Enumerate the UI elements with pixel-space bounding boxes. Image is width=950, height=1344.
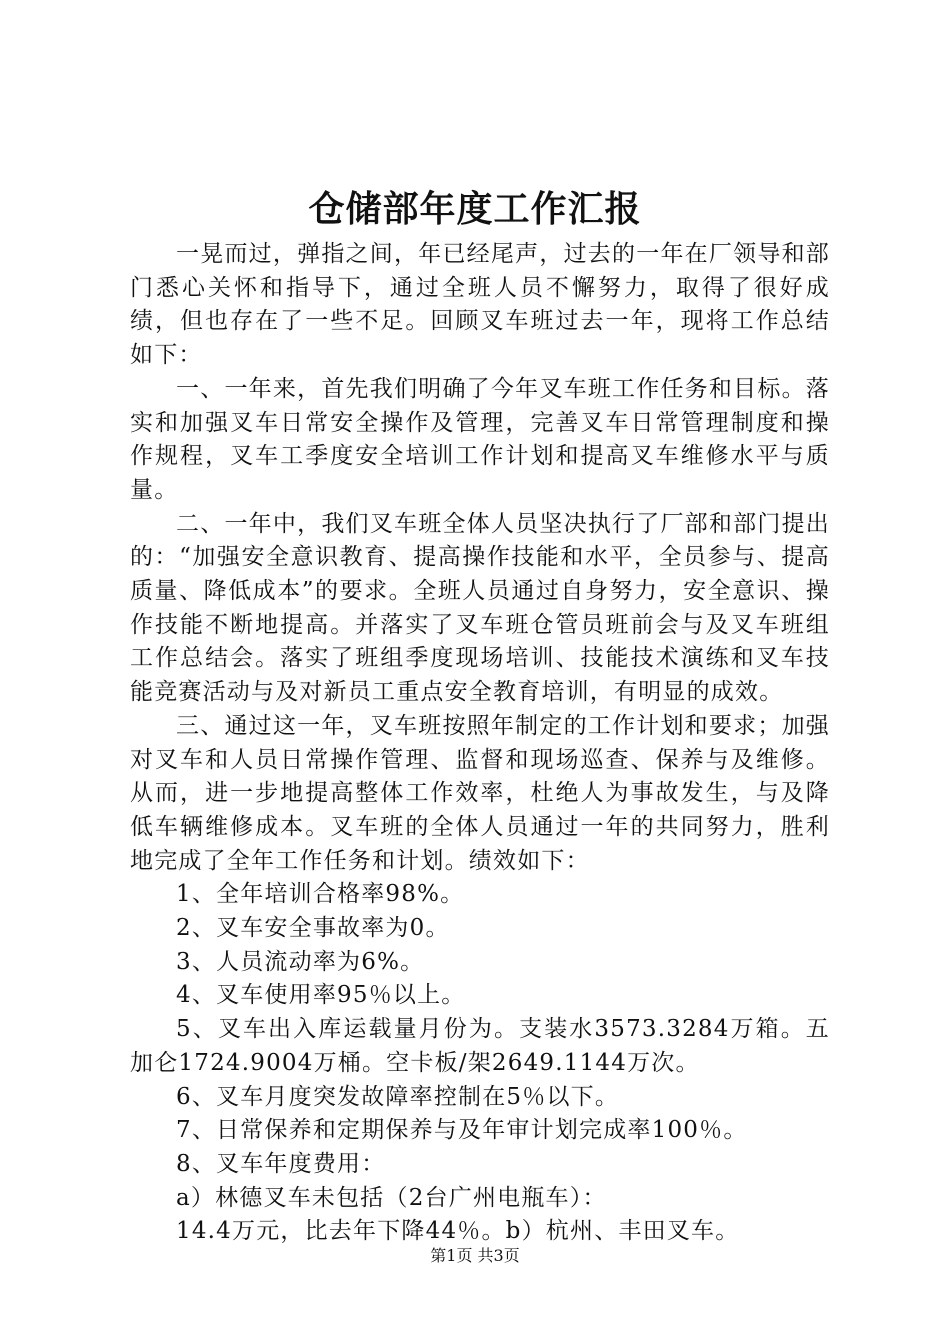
paragraph-section-2: 二、一年中，我们叉车班全体人员坚决执行了厂部和部门提出的：“加强安全意识教育、提高操作技能和水平，全员参与、提高质量、降低成本”的要求。全班人员通过自身努力，安全意识、操作技能不断地提高。并落实了叉车班仓管员班前会与及叉车班组工作总结会。落实了班组季度现场培训、技能技术演练和叉车技能竞赛活动与及对新员工重点安全教育培训，有明显的成效。	[130, 510, 830, 706]
list-item: 6、叉车月度突发故障率控制在5％以下。	[176, 1083, 620, 1110]
list-item: 8、叉车年度费用：	[176, 1150, 386, 1177]
paragraph-section-3: 三、通过这一年，叉车班按照年制定的工作计划和要求；加强对叉车和人员日常操作管理、监督和现场巡查、保养与及维修。从而，进一步地提高整体工作效率，杜绝人为事故发生，与及降低车辆维修成本。叉车班的全体人员通过一年的共同努力，胜利地完成了全年工作任务和计划。绩效如下：	[130, 712, 830, 874]
document-body	[130, 238, 830, 1249]
document-title: 仓储部年度工作汇报	[308, 188, 642, 230]
list-item: 3、人员流动率为6%。	[176, 948, 425, 975]
paragraph-intro: 一晃而过，弹指之间，年已经尾声，过去的一年在厂领导和部门悉心关怀和指导下，通过全班人员不懈努力，取得了很好成绩，但也存在了一些不足。回顾叉车班过去一年，现将工作总结如下：	[130, 241, 830, 369]
list-item: 14.4万元，比去年下降44％。b）杭州、丰田叉车。	[176, 1218, 740, 1245]
list-item: 5、叉车出入库运载量月份为。支装水3573.3284万箱。五加仑1724.9004万桶。空卡板/架2649.1144万次。	[130, 1016, 830, 1076]
list-item: 4、叉车使用率95％以上。	[176, 982, 466, 1009]
list-item: a）林德叉车未包括（2台广州电瓶车）：	[176, 1184, 607, 1211]
list-item: 2、叉车安全事故率为0。	[176, 915, 450, 942]
page-footer: 第1页 共3页	[430, 1246, 520, 1265]
paragraph-section-1: 一、一年来，首先我们明确了今年叉车班工作任务和目标。落实和加强叉车日常安全操作及管理，完善叉车日常管理制度和操作规程，叉车工季度安全培训工作计划和提高叉车维修水平与质量。	[130, 375, 830, 503]
list-item: 1、全年培训合格率98%。	[176, 881, 465, 908]
list-item: 7、日常保养和定期保养与及年审计划完成率100％。	[176, 1117, 748, 1144]
